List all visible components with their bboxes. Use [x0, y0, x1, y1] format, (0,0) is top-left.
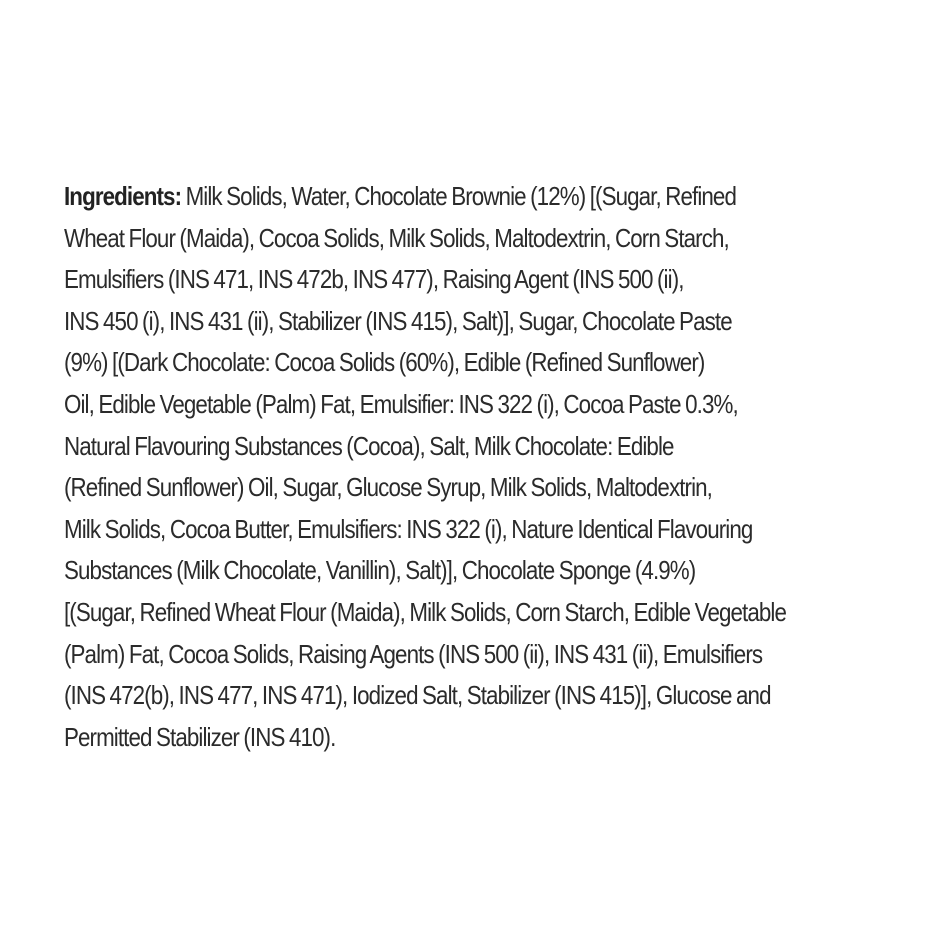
ingredients-line — [64, 176, 890, 218]
ingredients-line: Wheat Flour (Maida), Cocoa Solids, Milk Solids, Maltodextrin, Corn Starch, — [64, 222, 729, 253]
ingredients-panel — [64, 176, 890, 758]
ingredients-heading: Ingredients: — [64, 181, 182, 211]
ingredients-line: [(Sugar, Refined Wheat Flour (Maida), Milk Solids, Corn Starch, Edible Vegetable — [64, 596, 787, 627]
ingredients-line: INS 450 (i), INS 431 (ii), Stabilizer (INS 415), Salt)], Sugar, Chocolate Paste — [64, 305, 732, 336]
ingredients-line: (INS 472(b), INS 477, INS 471), Iodized Salt, Stabilizer (INS 415)], Glucose and — [64, 680, 771, 711]
ingredients-line: (Palm) Fat, Cocoa Solids, Raising Agents (INS 500 (ii), INS 431 (ii), Emulsifiers — [64, 638, 763, 669]
ingredients-line: Emulsifiers (INS 471, INS 472b, INS 477), Raising Agent (INS 500 (ii), — [64, 264, 684, 295]
ingredients-paragraph — [64, 176, 890, 758]
ingredients-line: Natural Flavouring Substances (Cocoa), Salt, Milk Chocolate: Edible — [64, 430, 674, 461]
ingredients-line-text: Milk Solids, Water, Chocolate Brownie (12%) [(Sugar, Refined — [181, 181, 736, 211]
ingredients-line: Oil, Edible Vegetable (Palm) Fat, Emulsifier: INS 322 (i), Cocoa Paste 0.3%, — [64, 388, 738, 419]
ingredients-line: Substances (Milk Chocolate, Vanillin), Salt)], Chocolate Sponge (4.9%) — [64, 555, 696, 586]
ingredients-line: Milk Solids, Cocoa Butter, Emulsifiers: INS 322 (i), Nature Identical Flavouring — [64, 513, 753, 544]
ingredients-line: (Refined Sunflower) Oil, Sugar, Glucose Syrup, Milk Solids, Maltodextrin, — [64, 472, 712, 503]
ingredients-line: (9%) [(Dark Chocolate: Cocoa Solids (60%), Edible (Refined Sunflower) — [64, 347, 705, 378]
ingredients-line: Permitted Stabilizer (INS 410). — [64, 721, 336, 752]
